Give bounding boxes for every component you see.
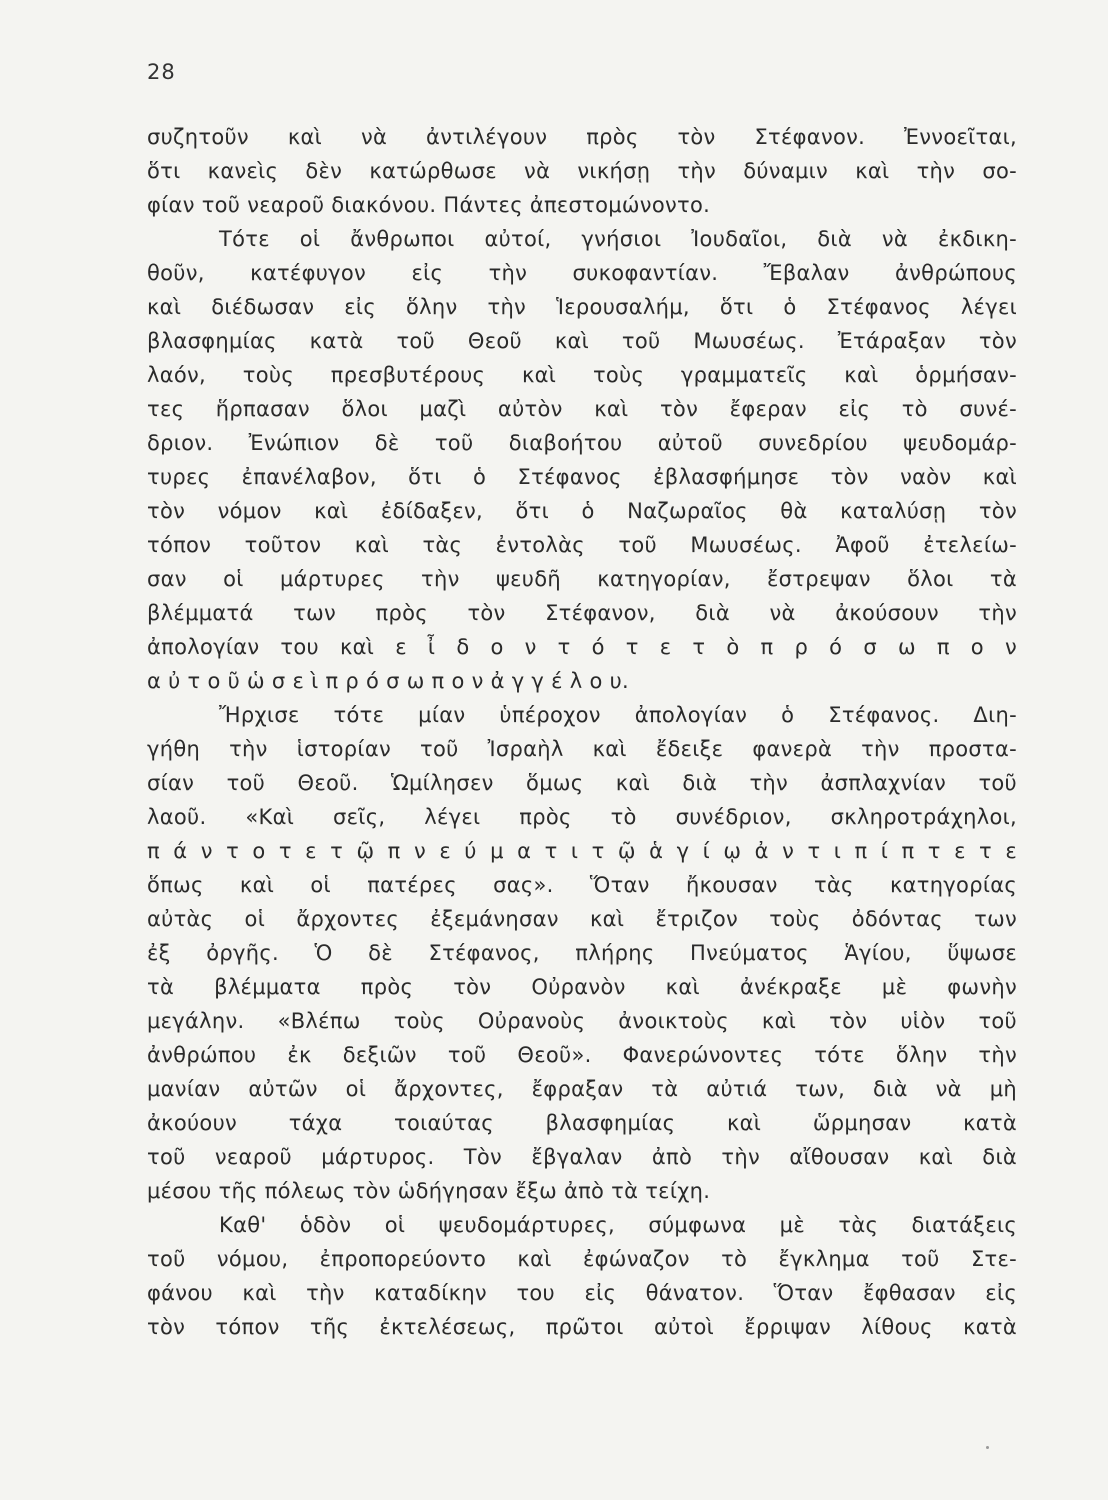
text-line: αὐτὰς οἱ ἄρχοντες ἐξεμάνησαν καὶ ἔτριζον τοὺς ὀδόντας των	[147, 907, 1017, 931]
text-line: α ὐ τ ο ῦ ὡ σ ε ὶ π ρ ό σ ω π ο ν ἀ γ γ έ λ ο υ.	[147, 669, 630, 693]
text-line: βλασφημίας κατὰ τοῦ Θεοῦ καὶ τοῦ Μωυσέως. Ἐτάραξαν τὸν	[147, 329, 1017, 353]
text-line: ἀνθρώπου ἐκ δεξιῶν τοῦ Θεοῦ». Φανερώνοντες τότε ὅλην τὴν	[147, 1043, 1017, 1067]
text-line: ἀκούουν τάχα τοιαύτας βλασφημίας καὶ ὥρμησαν κατὰ	[147, 1111, 1017, 1135]
text-line: τες ἥρπασαν ὅλοι μαζὶ αὐτὸν καὶ τὸν ἔφεραν εἰς τὸ συνέ-	[147, 397, 1017, 421]
text-line: φάνου καὶ τὴν καταδίκην του εἰς θάνατον. Ὅταν ἔφθασαν εἰς	[147, 1281, 1017, 1305]
text-line: ὅπως καὶ οἱ πατέρες σας». Ὅταν ἤκουσαν τὰς κατηγορίας	[147, 873, 1017, 897]
text-line: τὸν νόμον καὶ ἐδίδαξεν, ὅτι ὁ Ναζωραῖος θὰ καταλύσῃ τὸν	[147, 499, 1017, 523]
text-line: τόπον τοῦτον καὶ τὰς ἐντολὰς τοῦ Μωυσέως. Ἀφοῦ ἐτελείω-	[147, 533, 1017, 557]
text-line: λαοῦ. «Καὶ σεῖς, λέγει πρὸς τὸ συνέδριον, σκληροτράχηλοι,	[147, 805, 1017, 829]
text-line: Ἤρχισε τότε μίαν ὑπέροχον ἀπολογίαν ὁ Στέφανος. Διη-	[219, 703, 1017, 727]
text-line: βλέμματά των πρὸς τὸν Στέφανον, διὰ νὰ ἀκούσουν τὴν	[147, 601, 1017, 625]
text-line: ἀπολογίαν του καὶ ε ἶ δ ο ν τ ό τ ε τ ὸ π ρ ό σ ω π ο ν	[147, 635, 1017, 659]
text-line: τὰ βλέμματα πρὸς τὸν Οὐρανὸν καὶ ἀνέκραξε μὲ φωνὴν	[147, 975, 1017, 999]
text-line: Τότε οἱ ἄνθρωποι αὐτοί, γνήσιοι Ἰουδαῖοι, διὰ νὰ ἐκδικη-	[219, 227, 1017, 251]
text-line: δριον. Ἐνώπιον δὲ τοῦ διαβοήτου αὐτοῦ συνεδρίου ψευδομάρ-	[147, 431, 1017, 455]
text-line: ἐξ ὀργῆς. Ὁ δὲ Στέφανος, πλήρης Πνεύματος Ἁγίου, ὕψωσε	[147, 941, 1017, 965]
text-line: μεγάλην. «Βλέπω τοὺς Οὐρανοὺς ἀνοικτοὺς καὶ τὸν υἱὸν τοῦ	[147, 1009, 1017, 1033]
body-text	[147, 120, 1017, 1344]
text-line: Καθ' ὁδὸν οἱ ψευδομάρτυρες, σύμφωνα μὲ τὰς διατάξεις	[219, 1213, 1017, 1237]
text-line: γήθη τὴν ἱστορίαν τοῦ Ἰσραὴλ καὶ ἔδειξε φανερὰ τὴν προστα-	[147, 737, 1017, 761]
text-line: φίαν τοῦ νεαροῦ διακόνου. Πάντες ἀπεστομώνοντο.	[147, 193, 711, 217]
page-number: 28	[147, 60, 176, 84]
text-line: τοῦ νόμου, ἐπροπορεύοντο καὶ ἐφώναζον τὸ ἔγκλημα τοῦ Στε-	[147, 1247, 1017, 1271]
text-line: συζητοῦν καὶ νὰ ἀντιλέγουν πρὸς τὸν Στέφανον. Ἐννοεῖται,	[147, 125, 1017, 149]
text-line: σαν οἱ μάρτυρες τὴν ψευδῆ κατηγορίαν, ἔστρεψαν ὅλοι τὰ	[147, 567, 1017, 591]
scan-speck	[986, 1446, 989, 1449]
text-line: σίαν τοῦ Θεοῦ. Ὡμίλησεν ὅμως καὶ διὰ τὴν ἀσπλαχνίαν τοῦ	[147, 771, 1017, 795]
text-line: τυρες ἐπανέλαβον, ὅτι ὁ Στέφανος ἐβλασφήμησε τὸν ναὸν καὶ	[147, 465, 1017, 489]
text-line: μανίαν αὐτῶν οἱ ἄρχοντες, ἔφραξαν τὰ αὐτιά των, διὰ νὰ μὴ	[147, 1077, 1017, 1101]
text-line: ὅτι κανεὶς δὲν κατώρθωσε νὰ νικήσῃ τὴν δύναμιν καὶ τὴν σο-	[147, 159, 1017, 183]
text-line: μέσου τῆς πόλεως τὸν ὡδήγησαν ἔξω ἀπὸ τὰ τείχη.	[147, 1179, 711, 1203]
text-line: καὶ διέδωσαν εἰς ὅλην τὴν Ἱερουσαλήμ, ὅτι ὁ Στέφανος λέγει	[147, 295, 1017, 319]
text-line: π ά ν τ ο τ ε τ ῷ π ν ε ύ μ α τ ι τ ῷ ἁ γ ί ῳ ἀ ν τ ι π ί π τ ε τ ε	[147, 839, 1017, 863]
text-line: τὸν τόπον τῆς ἐκτελέσεως, πρῶτοι αὐτοὶ ἔρριψαν λίθους κατὰ	[147, 1315, 1017, 1339]
text-line: λαόν, τοὺς πρεσβυτέρους καὶ τοὺς γραμματεῖς καὶ ὁρμήσαν-	[147, 363, 1017, 387]
text-line: θοῦν, κατέφυγον εἰς τὴν συκοφαντίαν. Ἔβαλαν ἀνθρώπους	[147, 261, 1017, 285]
text-line: τοῦ νεαροῦ μάρτυρος. Τὸν ἔβγαλαν ἀπὸ τὴν αἴθουσαν καὶ διὰ	[147, 1145, 1017, 1169]
